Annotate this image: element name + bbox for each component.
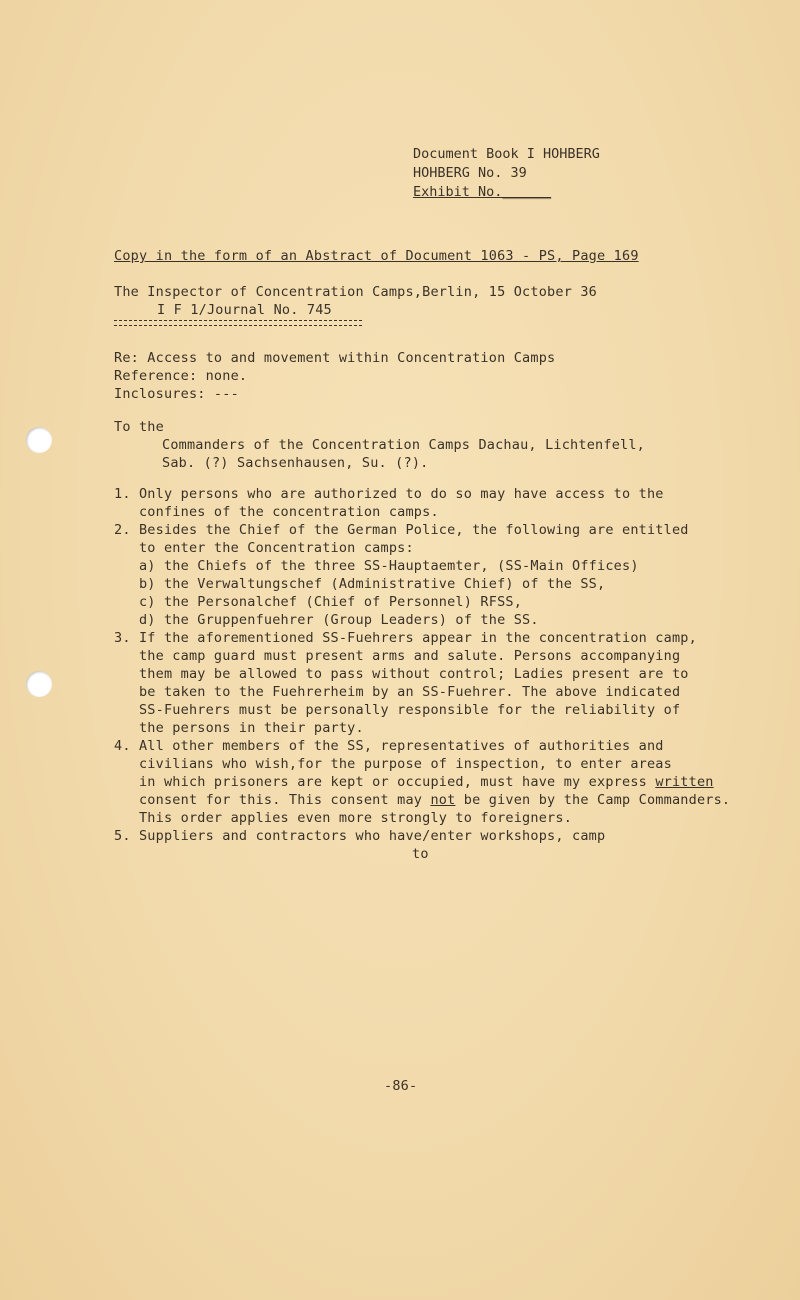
body-line: consent for this. This consent may (114, 792, 431, 808)
document-header (413, 145, 600, 202)
page-number: -86- (384, 1078, 418, 1094)
punch-hole-bottom (26, 671, 52, 697)
body-line: c) the Personalchef (Chief of Personnel) RFSS, (114, 594, 523, 610)
inclosures-line: Inclosures: --- (114, 386, 239, 402)
body-line: b) the Verwaltungschef (Administrative Chief) of the SS, (114, 576, 606, 592)
body-line: 1. Only persons who are authorized to do so may have access to the (114, 486, 664, 502)
body-line-written (114, 774, 714, 790)
body-line: the camp guard must present arms and salute. Persons accompanying (114, 648, 681, 664)
body-line: 3. If the aforementioned SS-Fuehrers appear in the concentration camp, (114, 630, 697, 646)
reference-line: Reference: none. (114, 368, 248, 384)
addressees-line-1: Commanders of the Concentration Camps Dachau, Lichtenfell, (162, 437, 646, 453)
to-line: To the (114, 419, 164, 435)
body-line: to enter the Concentration camps: (114, 540, 414, 556)
body-line-not (114, 792, 730, 808)
body-line: in which prisoners are kept or occupied, must have my express (114, 774, 656, 790)
written-word: written (655, 774, 714, 790)
document-book: Document Book I HOHBERG (413, 146, 600, 162)
not-word: not (430, 792, 456, 808)
journal-line: I F 1/Journal No. 745 (157, 302, 332, 318)
exhibit-number: Exhibit No.______ (413, 184, 552, 200)
body-line: SS-Fuehrers must be personally responsible for the reliability of (114, 702, 681, 718)
addressees-line-2: Sab. (?) Sachsenhausen, Su. (?). (162, 455, 429, 471)
continuation-word: to (412, 846, 429, 862)
body-line-tail: be given by the Camp Commanders. (455, 792, 731, 808)
body-line: 2. Besides the Chief of the German Police, the following are entitled (114, 522, 689, 538)
journal-underline-1 (114, 320, 362, 321)
re-line: Re: Access to and movement within Concentration Camps (114, 350, 556, 366)
journal-underline-2 (114, 325, 362, 326)
body-line: d) the Gruppenfuehrer (Group Leaders) of the SS. (114, 612, 539, 628)
body-line: 4. All other members of the SS, representatives of authorities and (114, 738, 664, 754)
sender-line: The Inspector of Concentration Camps,Berlin, 15 October 36 (114, 284, 598, 300)
copy-line: Copy in the form of an Abstract of Document 1063 - PS, Page 169 (114, 248, 639, 264)
body-line: them may be allowed to pass without control; Ladies present are to (114, 666, 689, 682)
body-line: the persons in their party. (114, 720, 364, 736)
body-line: a) the Chiefs of the three SS-Hauptaemter, (SS-Main Offices) (114, 558, 639, 574)
body-line: be taken to the Fuehrerheim by an SS-Fuehrer. The above indicated (114, 684, 681, 700)
body-line: civilians who wish,for the purpose of inspection, to enter areas (114, 756, 672, 772)
body-line: This order applies even more strongly to foreigners. (114, 810, 573, 826)
body-line: 5. Suppliers and contractors who have/enter workshops, camp (114, 828, 606, 844)
punch-hole-top (26, 427, 52, 453)
body-line: confines of the concentration camps. (114, 504, 439, 520)
document-number: HOHBERG No. 39 (413, 165, 527, 181)
